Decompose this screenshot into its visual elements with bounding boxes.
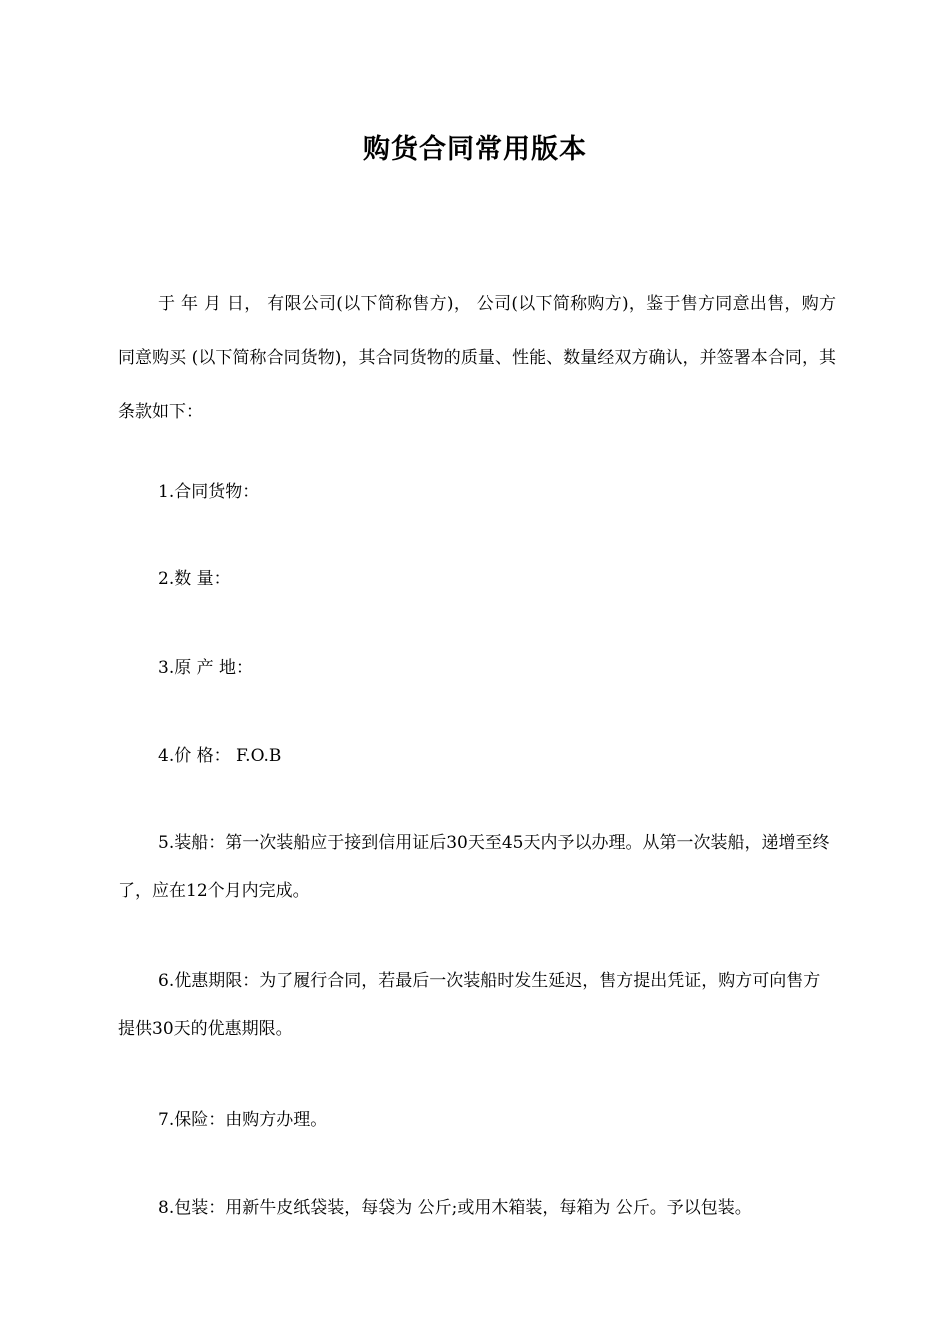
- intro-paragraph: 于 年 月 日， 有限公司(以下简称售方)， 公司(以下简称购方)，鉴于售方同意出售，购方同意购买 (以下简称合同货物)，其合同货物的质量、性能、数量经双方确认，并签署本合同，其条款如下：: [118, 294, 836, 422]
- clause-origin: 3.原 产 地：: [158, 658, 254, 678]
- clause-price: 4.价 格： F.O.B: [158, 746, 282, 766]
- clause-packing: 8.包装：用新牛皮纸袋装，每袋为 公斤;或用木箱装，每箱为 公斤。予以包装。: [158, 1198, 752, 1218]
- clause-insurance: 7.保险：由购方办理。: [158, 1110, 328, 1130]
- clause-shipment: 5.装船：第一次装船应于接到信用证后30天至45天内予以办理。从第一次装船，递增至终了，应在12个月内完成。: [118, 833, 830, 901]
- clause-quantity: 2.数 量：: [158, 569, 231, 589]
- clause-goods: 1.合同货物：: [158, 482, 260, 502]
- document-title: 购货合同常用版本: [363, 134, 587, 165]
- clause-grace-period: 6.优惠期限：为了履行合同，若最后一次装船时发生延迟，售方提出凭证，购方可向售方提供30天的优惠期限。: [118, 971, 821, 1039]
